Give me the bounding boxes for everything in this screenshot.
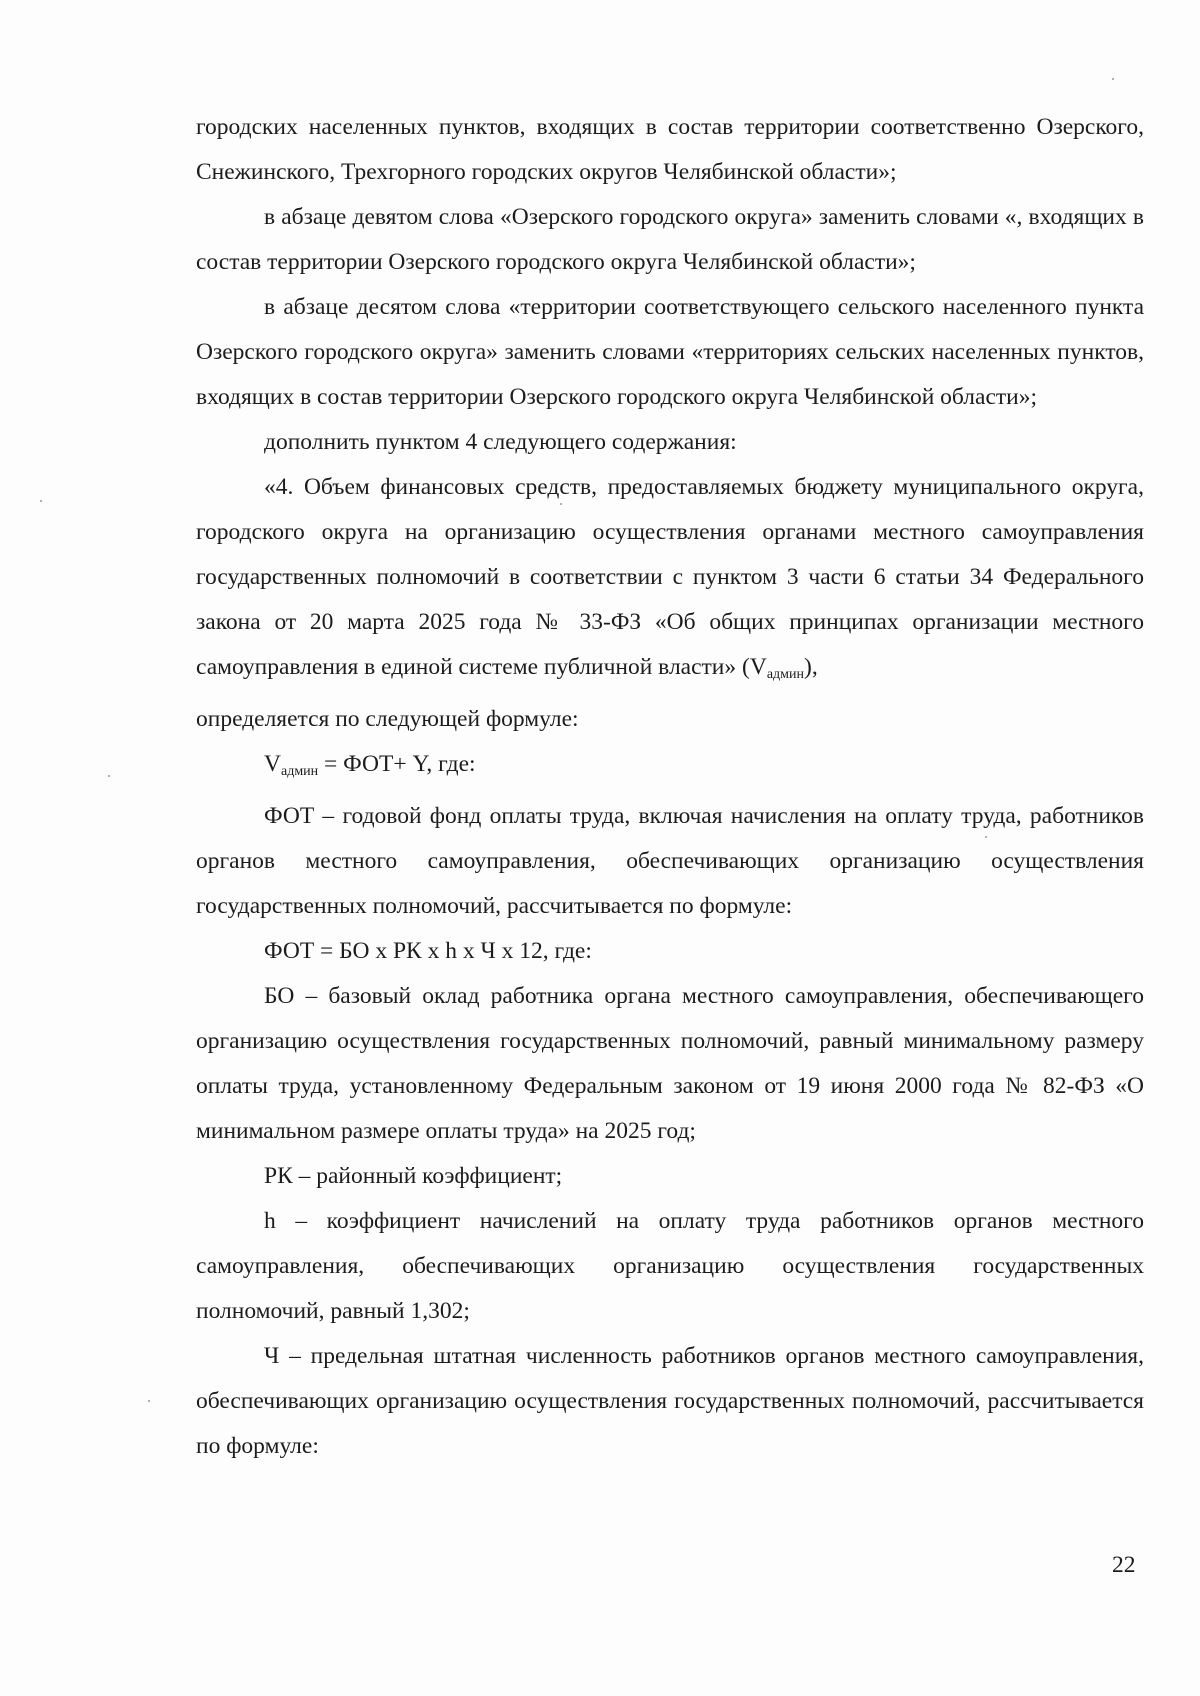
- scan-speck: [148, 1400, 150, 1402]
- formula-v-rest: = ФОТ+ Y, где:: [318, 751, 476, 777]
- point-4-text: «4. Объем финансовых средств, предоставляемых бюджету муниципального округа, городского округа на организацию осуществления органами местного самоуправления государственных полномочий в соответствии с пунктом 3 части 6 статьи 34 Федерального закона от 20 марта 2025 года № 33-ФЗ «Об общих принципах организации местного самоуправления в единой системе публичной власти» (V: [196, 474, 1144, 680]
- formula-v-symbol: V: [264, 751, 281, 777]
- paragraph-point-4: [196, 465, 1144, 697]
- scan-speck: [560, 503, 562, 505]
- scan-speck: [985, 836, 987, 838]
- paragraph-continuation: городских населенных пунктов, входящих в состав территории соответственно Озерского, Снежинского, Трехгорного городских округов Челябинской области»;: [196, 114, 1144, 185]
- paragraph-h-definition: h – коэффициент начислений на оплату труда работников органов местного самоуправления, обеспечивающих организацию осуществления государственных полномочий, равный 1,302;: [196, 1208, 1144, 1324]
- paragraph-add-point-4: дополнить пунктом 4 следующего содержания:: [264, 429, 737, 455]
- page-number: 22: [1112, 1552, 1136, 1578]
- scan-speck: [108, 775, 110, 777]
- paragraph-bo-definition: БО – базовый оклад работника органа местного самоуправления, обеспечивающего организацию осуществления государственных полномочий, равный минимальному размеру оплаты труда, установленному Федеральным законом от 19 июня 2000 года № 82-ФЗ «О минимальном размере оплаты труда» на 2025 год;: [196, 983, 1144, 1144]
- formula-v-admin: [196, 742, 1144, 794]
- paragraph-amendment-ninth: в абзаце девятом слова «Озерского городского округа» заменить словами «, входящих в состав территории Озерского городского округа Челябинской области»;: [196, 204, 1144, 275]
- paragraph-formula-intro: определяется по следующей формуле:: [196, 706, 579, 732]
- formula-fot: ФОТ = БО х РК х h х Ч х 12, где:: [264, 938, 592, 964]
- paragraph-fot-definition: ФОТ – годовой фонд оплаты труда, включая начисления на оплату труда, работников органов местного самоуправления, обеспечивающих организацию осуществления государственных полномочий, рассчитывается по формуле:: [196, 803, 1144, 919]
- body-text: [196, 105, 1144, 1469]
- subscript-admin: админ: [280, 764, 319, 779]
- paragraph-ch-definition: Ч – предельная штатная численность работников органов местного самоуправления, обеспечивающих организацию осуществления государственных полномочий, рассчитывается по формуле:: [196, 1343, 1144, 1459]
- paragraph-rk-definition: РК – районный коэффициент;: [264, 1163, 563, 1189]
- paragraph-amendment-tenth: в абзаце десятом слова «территории соответствующего сельского населенного пункта Озерского городского округа» заменить словами «территориях сельских населенных пунктов, входящих в состав территории Озерского городского округа Челябинской области»;: [196, 294, 1144, 410]
- scan-speck: [40, 500, 42, 502]
- scan-speck: [1112, 78, 1114, 80]
- subscript-admin: админ: [766, 667, 804, 682]
- point-4-tail: ),: [804, 654, 818, 680]
